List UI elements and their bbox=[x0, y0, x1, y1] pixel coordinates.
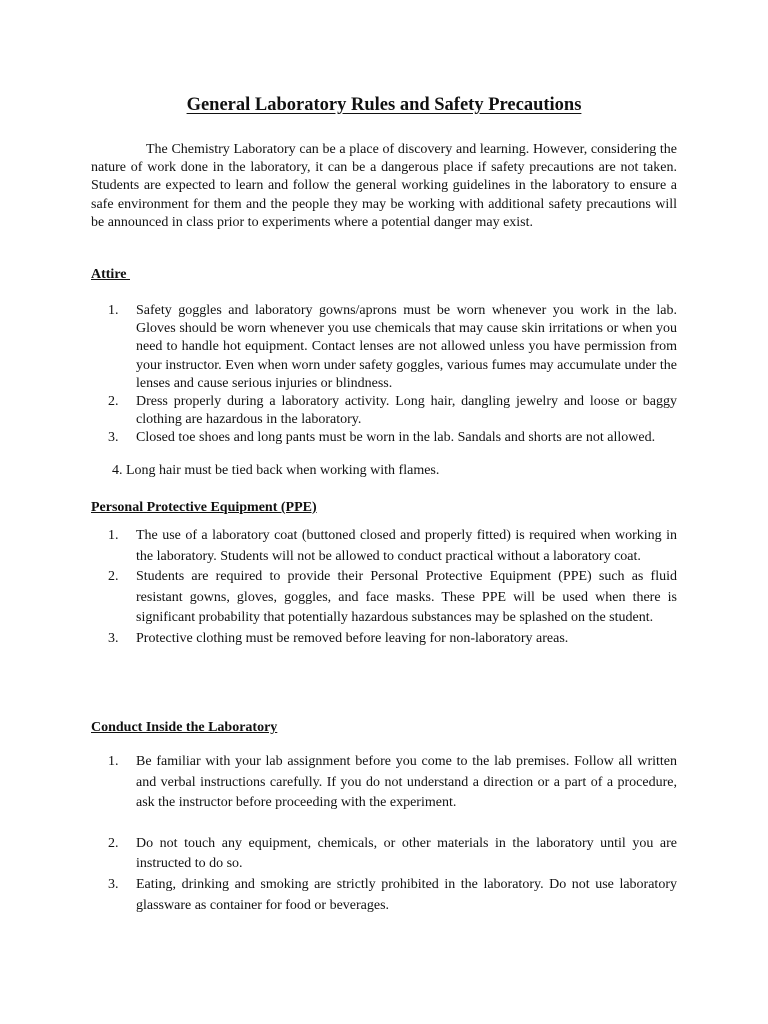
list-item bbox=[108, 526, 677, 567]
list-item-number: 2. bbox=[108, 569, 119, 585]
list-item-text: Safety goggles and laboratory gowns/aprons must be worn whenever you work in the lab. Gloves should be worn whenever you use chemicals that may cause skin irritations or when you need to handle hot equipment. Contact lenses are not allowed unless you have permission from your instructor. Even when worn under safety goggles, various fumes may accumulate under the lenses and cause serious injuries or blindness. bbox=[136, 303, 677, 391]
ppe-list bbox=[108, 526, 677, 650]
list-item-text: Closed toe shoes and long pants must be worn in the lab. Sandals and shorts are not allowed. bbox=[136, 430, 656, 446]
document-title: General Laboratory Rules and Safety Precautions bbox=[186, 95, 582, 115]
list-item-text: The use of a laboratory coat (buttoned closed and properly fitted) is required when working in the laboratory. Students will not be allowed to conduct practical without a laboratory coat. bbox=[136, 528, 677, 564]
ppe-heading: Personal Protective Equipment (PPE) bbox=[91, 500, 317, 515]
list-item bbox=[108, 834, 677, 875]
list-item-text: Dress properly during a laboratory activity. Long hair, dangling jewelry and loose or baggy clothing are hazardous in the laboratory. bbox=[136, 394, 677, 428]
list-item-text: Eating, drinking and smoking are strictly prohibited in the laboratory. Do not use laboratory glassware as container for food or beverages. bbox=[136, 876, 677, 913]
list-item bbox=[108, 567, 677, 629]
list-item-number: 1. bbox=[108, 528, 119, 543]
conduct-list bbox=[108, 752, 677, 916]
attire-item-4: 4. Long hair must be tied back when working with flames. bbox=[112, 463, 440, 478]
list-item-number: 2. bbox=[108, 835, 119, 851]
list-gap bbox=[108, 814, 677, 834]
list-item-number: 1. bbox=[108, 303, 119, 318]
list-item-text: Students are required to provide their Personal Protective Equipment (PPE) such as fluid resistant gowns, gloves, goggles, and face masks. These PPE will be used when there is significant probability that potentially hazardous substances may be splashed on the student. bbox=[136, 569, 677, 626]
list-item bbox=[108, 393, 677, 429]
list-item-text: Protective clothing must be removed before leaving for non-laboratory areas. bbox=[136, 630, 569, 646]
list-item-number: 3. bbox=[108, 876, 119, 892]
intro-paragraph: The Chemistry Laboratory can be a place of discovery and learning. However, considering the nature of work done in the laboratory, it can be a dangerous place if safety precautions are not taken. Students are expected to learn and follow the general working guidelines in the laboratory to ensure a safe environment for them and the people they may be working with additional safety precautions will be announced in class prior to experiments where a potential danger may exist. bbox=[91, 142, 677, 230]
list-item bbox=[108, 752, 677, 814]
list-item-number: 3. bbox=[108, 630, 119, 646]
list-item-text: Do not touch any equipment, chemicals, or other materials in the laboratory until you are instructed to do so. bbox=[136, 835, 677, 872]
attire-list bbox=[108, 302, 677, 448]
list-item bbox=[108, 302, 677, 393]
list-item-number: 2. bbox=[108, 394, 119, 410]
list-item bbox=[108, 629, 677, 650]
list-item bbox=[108, 429, 677, 447]
conduct-heading: Conduct Inside the Laboratory bbox=[91, 720, 278, 735]
list-item-number: 1. bbox=[108, 754, 119, 769]
list-item bbox=[108, 875, 677, 916]
list-item-text: Be familiar with your lab assignment before you come to the lab premises. Follow all written and verbal instructions carefully. If you do not understand a direction or a part of a procedure, ask the instructor before proceeding with the experiment. bbox=[136, 754, 677, 811]
attire-heading: Attire bbox=[91, 267, 130, 282]
list-item-number: 3. bbox=[108, 430, 119, 446]
